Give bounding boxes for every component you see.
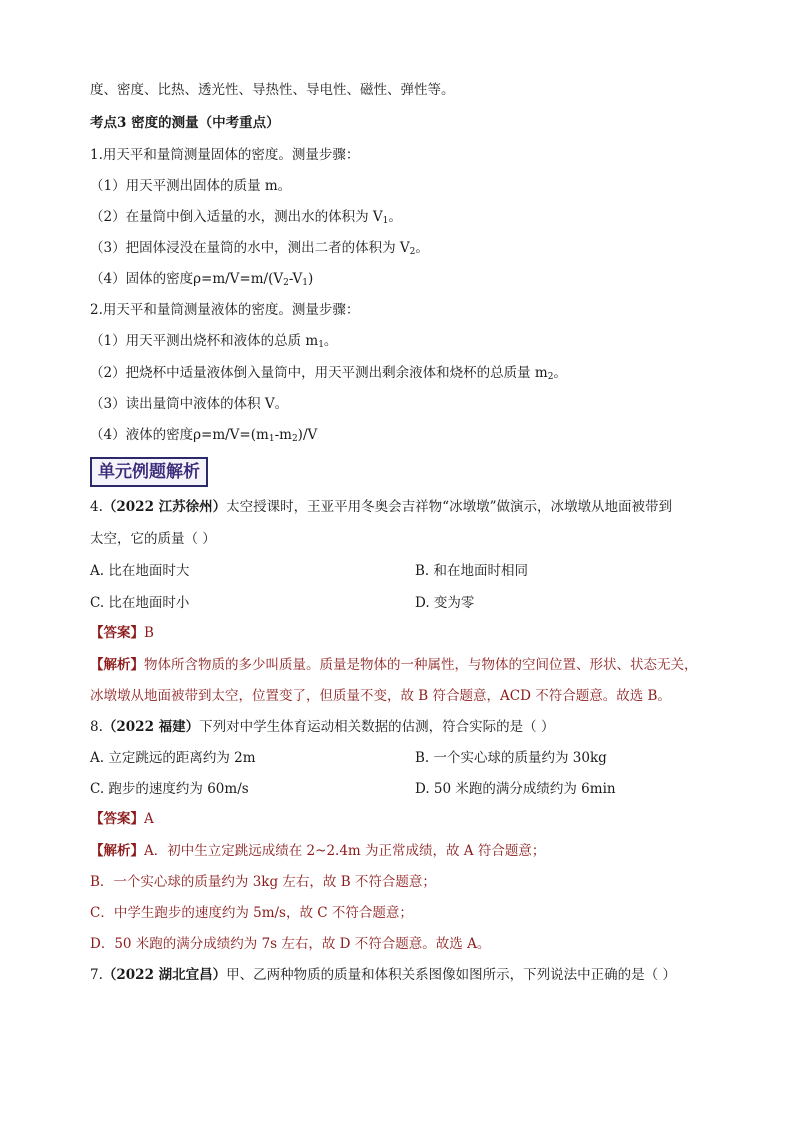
- q4-option-b: B. 和在地面时相同: [415, 563, 529, 579]
- q8-analysis-line-1: 【解析】A．初中生立定跳远成绩在 2~2.4m 为正常成绩，故 A 符合题意；: [90, 843, 546, 859]
- solid-step-1: （1）用天平测出固体的质量 m。: [90, 178, 292, 194]
- q4-analysis-line-1: 【解析】物体所含物质的多少叫质量。质量是物体的一种属性，与物体的空间位置、形状、状态无关，: [90, 657, 698, 673]
- q8-option-d: D. 50 米跑的满分成绩约为 6min: [415, 781, 616, 797]
- q4-stem-line-2: 太空，它的质量（ ）: [90, 531, 216, 547]
- solid-step-4: （4）固体的密度$\rho=m/V=m/(V_2-V_1)$: [90, 271, 314, 288]
- q4-answer: 【答案】B: [90, 625, 154, 641]
- solid-step-2: （2）在量筒中倒入适量的水，测出水的体积为 $V_1$。: [90, 209, 402, 226]
- q8-option-c: C. 跑步的速度约为 60m/s: [90, 781, 249, 797]
- q4-stem-line-1: 4.（2022 江苏徐州）太空授课时，王亚平用冬奥会吉祥物“冰墩墩”做演示，冰墩墩从地面被带到: [90, 499, 672, 515]
- intro-line: 度、密度、比热、透光性、导热性、导电性、磁性、弹性等。: [90, 82, 455, 98]
- q7-stem: 7.（2022 湖北宜昌）甲、乙两种物质的质量和体积关系图像如图所示，下列说法中正确的是（ ）: [90, 967, 676, 983]
- q8-analysis-line-3: C．中学生跑步的速度约为 5m/s，故 C 不符合题意；: [90, 905, 413, 921]
- q8-option-a: A. 立定跳远的距离约为 2m: [90, 750, 256, 766]
- liquid-step-4: （4）液体的密度$\rho=m/V=(m_1-m_2)/V$: [90, 427, 318, 444]
- q8-analysis-line-2: B．一个实心球的质量约为 3kg 左右，故 B 不符合题意；: [90, 874, 436, 890]
- solid-step-3: （3）把固体浸没在量筒的水中，测出二者的体积为 $V_2$。: [90, 240, 429, 257]
- section-heading: 考点3 密度的测量（中考重点）: [90, 115, 280, 131]
- liquid-step-2: （2）把烧杯中适量液体倒入量筒中，用天平测出剩余液体和烧杯的总质量 $m_2$。: [90, 365, 567, 382]
- q4-analysis-line-2: 冰墩墩从地面被带到太空，位置变了，但质量不变，故 B 符合题意，ACD 不符合题意。故选 B。: [90, 688, 671, 704]
- liquid-step-3: （3）读出量筒中液体的体积 V。: [90, 396, 289, 412]
- q4-option-a: A. 比在地面时大: [90, 563, 190, 579]
- q4-option-d: D. 变为零: [415, 595, 475, 611]
- liquid-step-1: （1）用天平测出烧杯和液体的总质 $m_1$。: [90, 333, 338, 350]
- liquid-title: 2.用天平和量筒测量液体的密度。测量步骤：: [90, 302, 360, 318]
- q8-option-b: B. 一个实心球的质量约为 30kg: [415, 750, 607, 766]
- q4-option-c: C. 比在地面时小: [90, 595, 190, 611]
- q8-stem: 8.（2022 福建）下列对中学生体育运动相关数据的估测，符合实际的是（ ）: [90, 719, 555, 735]
- q8-analysis-line-4: D．50 米跑的满分成绩约为 7s 左右，故 D 不符合题意。故选 A。: [90, 936, 491, 952]
- solid-title: 1.用天平和量筒测量固体的密度。测量步骤：: [90, 147, 360, 163]
- q8-answer: 【答案】A: [90, 811, 154, 827]
- unit-examples-banner: 单元例题解析: [90, 457, 208, 487]
